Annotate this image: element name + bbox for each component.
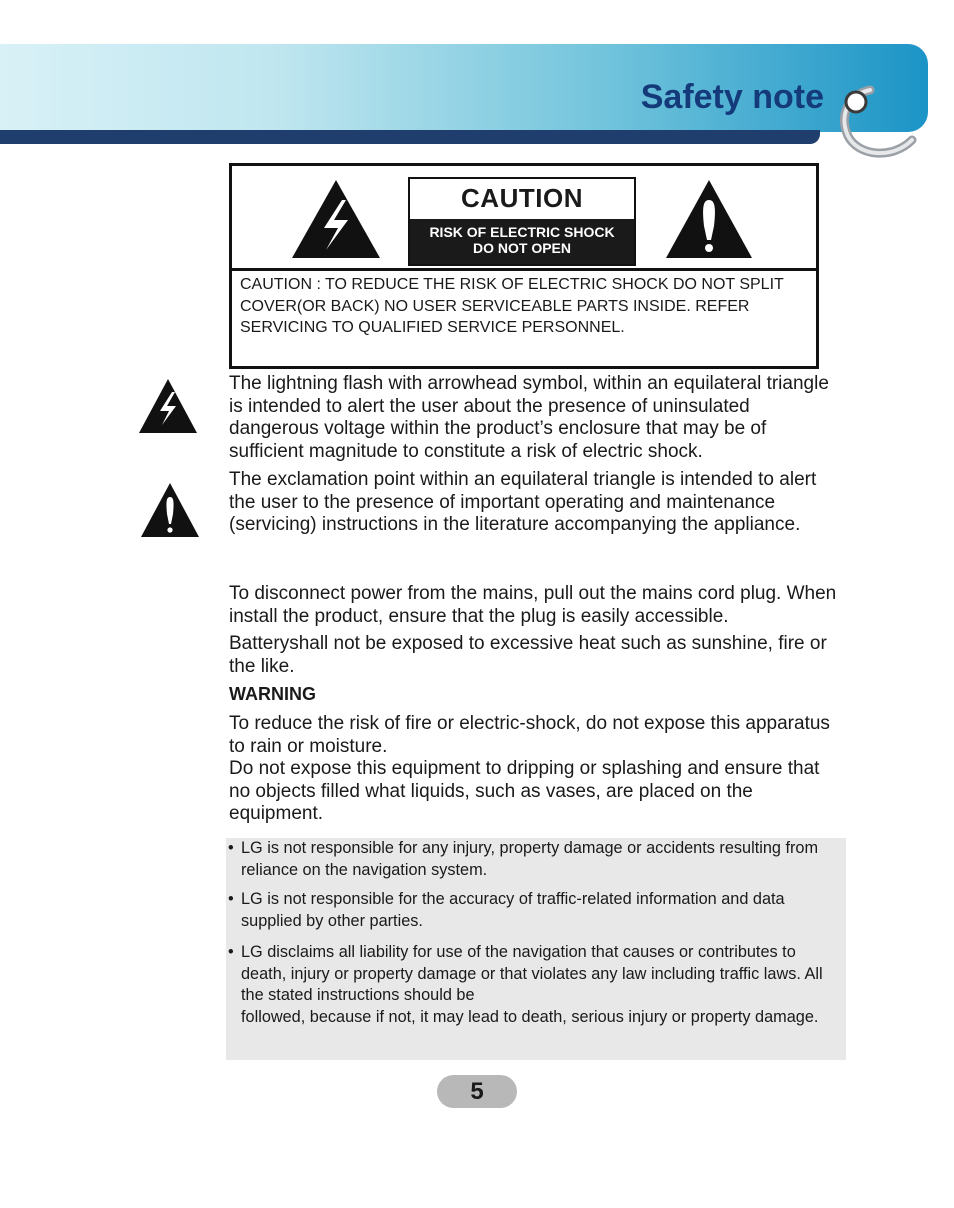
disclaimer-box [226,838,846,1060]
lightning-triangle-icon [138,378,198,434]
warning-paragraph-2: Do not expose this equipment to dripping or splashing and ensure that no objects filled what liquids, such as vases, are placed on the equipment. [229,758,820,825]
caution-subtitle-line1: RISK OF ELECTRIC SHOCK [429,224,615,240]
caution-subtitle-line2: DO NOT OPEN [472,240,571,256]
warning-heading: WARNING [229,684,316,704]
header-rule [0,130,820,144]
disclaimer-item [228,942,842,1028]
lightning-symbol-paragraph: The lightning flash with arrowhead symbol, within an equilateral triangle is intended to alert the user about the presence of uninsulated dangerous voltage within the product’s enclosure that may be of sufficient magnitude to constitute a risk of electric shock. [229,373,829,463]
caution-subtitle [410,219,634,264]
caution-inner-panel [408,177,636,266]
disclaimer-text: LG disclaims all liability for use of the navigation that causes or contributes to death, injury or property damage or that violates any law including traffic laws. All the stated instructions should be [241,943,823,1005]
disclaimer-text-continued: followed, because if not, it may lead to death, serious injury or property damage. [241,1007,819,1026]
disconnect-paragraph: To disconnect power from the mains, pull out the mains cord plug. When install the product, ensure that the plug is easily accessible. [229,583,837,627]
disclaimer-item [228,889,842,932]
ring-binder-icon [830,80,920,160]
page-title: Safety note [640,78,824,116]
exclamation-warning-icon [664,178,754,260]
lightning-warning-icon [290,178,382,260]
battery-paragraph: Batteryshall not be exposed to excessive heat such as sunshine, fire or the like. [229,633,827,677]
bullet: • [228,890,234,908]
disclaimer-item [228,838,842,881]
caution-label-top [232,166,816,271]
caution-body-text: CAUTION : TO REDUCE THE RISK OF ELECTRIC SHOCK DO NOT SPLIT COVER(OR BACK) NO USER SERVICEABLE PARTS INSIDE. REFER SERVICING TO QUALIFIED SERVICE PERSONNEL. [240,276,784,337]
bullet: • [228,943,234,961]
warning-paragraph-1: To reduce the risk of fire or electric-shock, do not expose this apparatus to rain or moisture. [229,713,830,757]
disclaimer-text: LG is not responsible for the accuracy of traffic-related information and data supplied by other parties. [241,890,785,930]
bullet: • [228,839,234,857]
page-number: 5 [437,1075,517,1108]
exclamation-triangle-icon [140,482,200,538]
caution-label-box [229,163,819,369]
exclamation-symbol-paragraph: The exclamation point within an equilateral triangle is intended to alert the user to the presence of important operating and maintenance (servicing) instructions in the literature accompanying the appliance. [229,469,817,536]
caution-heading: CAUTION [461,183,583,213]
disclaimer-text: LG is not responsible for any injury, property damage or accidents resulting from reliance on the navigation system. [241,839,819,879]
